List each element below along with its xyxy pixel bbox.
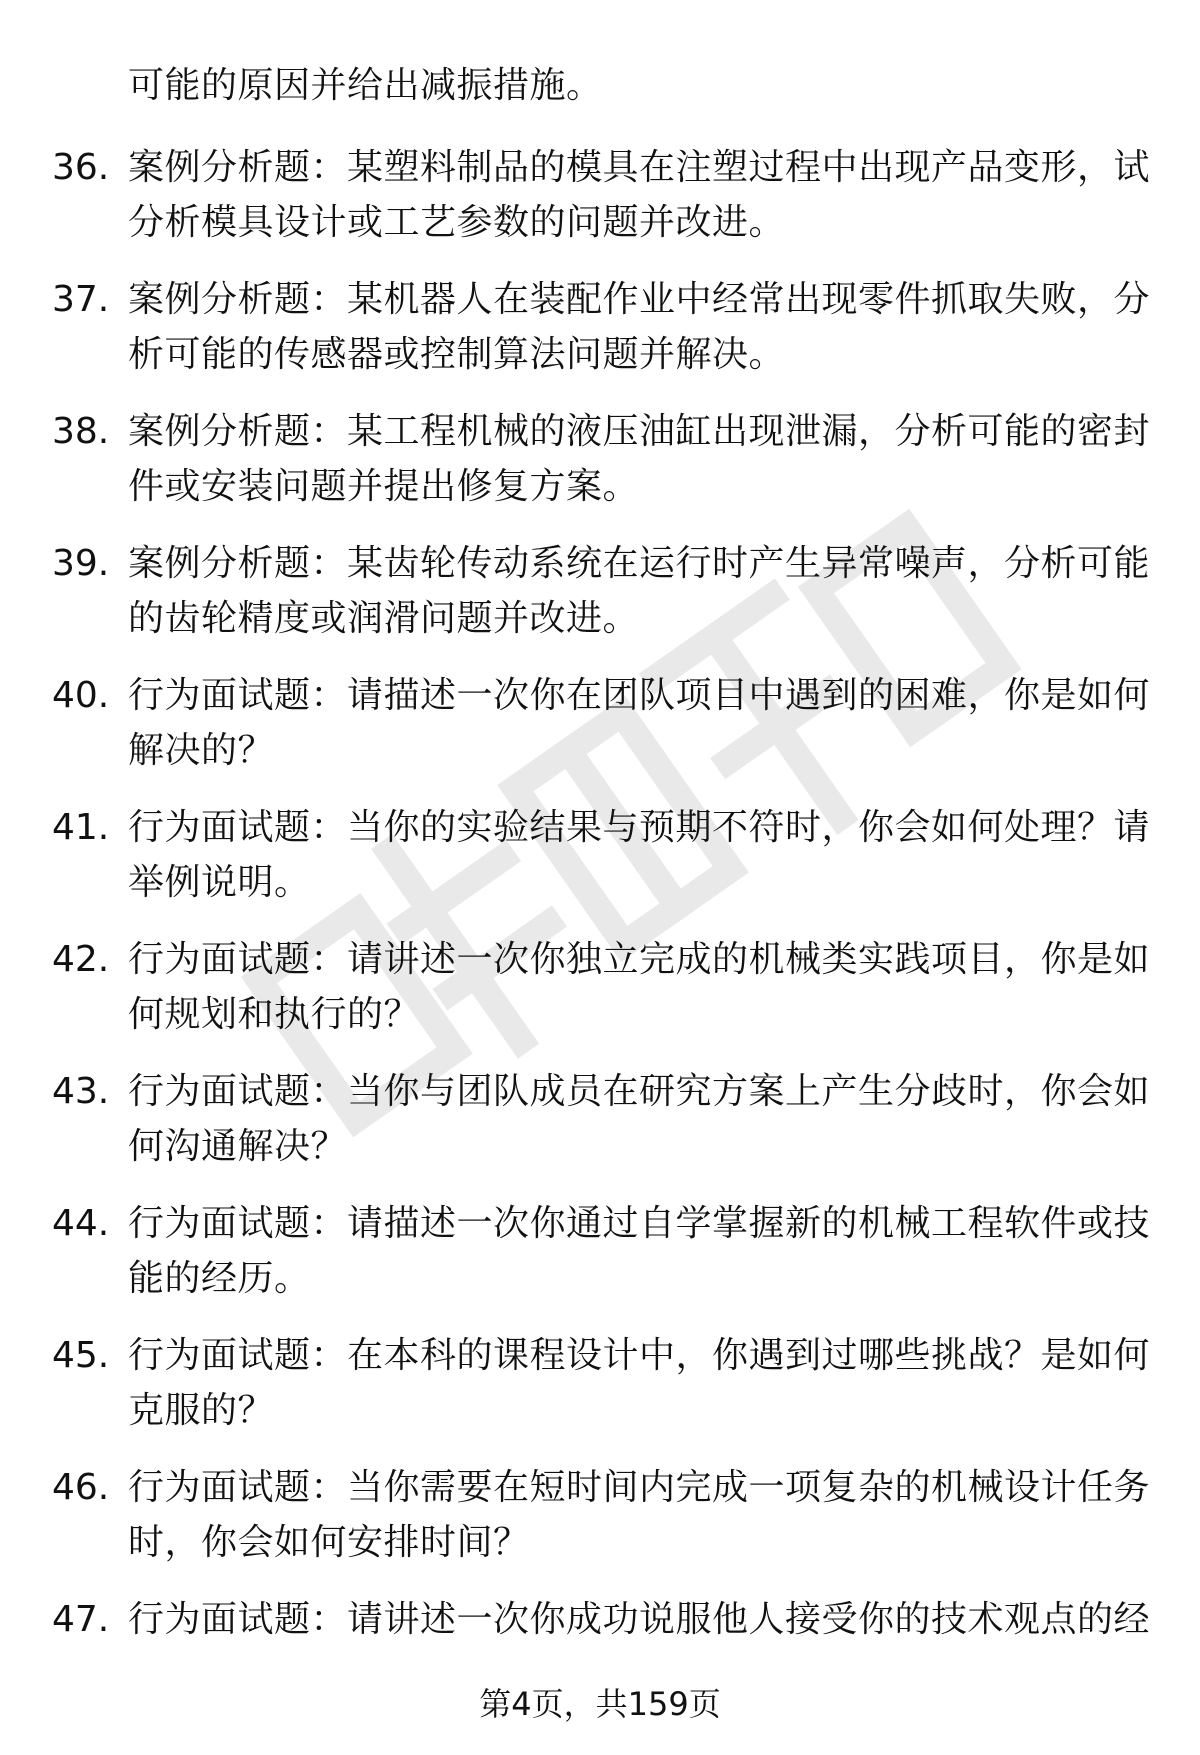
question-number: 37.: [52, 279, 110, 320]
question-text-line: 克服的？: [128, 1390, 275, 1431]
question-text: [128, 404, 1151, 514]
question-item: [0, 668, 1200, 800]
question-item: [0, 140, 1200, 272]
question-text-line: 案例分析题：某工程机械的液压油缸出现泄漏，分析可能的密封: [128, 411, 1151, 452]
question-number: 43.: [52, 1071, 110, 1112]
question-text-line: 何沟通解决？: [128, 1126, 348, 1167]
question-text: [128, 1064, 1151, 1174]
question-text: [128, 536, 1151, 646]
question-item: [0, 1064, 1200, 1196]
question-text-line: 行为面试题：请描述一次你通过自学掌握新的机械工程软件或技: [128, 1203, 1151, 1244]
question-text-line: 何规划和执行的？: [128, 994, 421, 1035]
continuation-text: 可能的原因并给出减振措施。: [128, 65, 603, 106]
question-text: [128, 1460, 1151, 1570]
question-number: 42.: [52, 939, 110, 980]
question-text-line: 分析模具设计或工艺参数的问题并改进。: [128, 202, 786, 243]
question-item: [0, 536, 1200, 668]
question-item: [0, 1328, 1200, 1460]
question-text: [128, 668, 1151, 778]
question-number: 44.: [52, 1203, 110, 1244]
question-item: [0, 272, 1200, 404]
question-text: [128, 1196, 1151, 1306]
question-text-line: 的齿轮精度或润滑问题并改进。: [128, 598, 640, 639]
question-text: [128, 1328, 1151, 1438]
question-item: [0, 1460, 1200, 1592]
question-list: [0, 140, 1200, 1724]
question-text: [128, 140, 1151, 250]
question-text-line: 行为面试题：在本科的课程设计中，你遇到过哪些挑战？是如何: [128, 1335, 1151, 1376]
question-number: 39.: [52, 543, 110, 584]
question-text-line: 行为面试题：请描述一次你在团队项目中遇到的困难，你是如何: [128, 675, 1151, 716]
question-text-line: 案例分析题：某机器人在装配作业中经常出现零件抓取失败，分: [128, 279, 1151, 320]
question-text-line: 行为面试题：当你与团队成员在研究方案上产生分歧时，你会如: [128, 1071, 1151, 1112]
question-number: 36.: [52, 147, 110, 188]
question-item: [0, 1196, 1200, 1328]
question-text-line: 时，你会如何安排时间？: [128, 1522, 530, 1563]
question-text-line: 行为面试题：请讲述一次你独立完成的机械类实践项目，你是如: [128, 939, 1151, 980]
question-text-line: 案例分析题：某塑料制品的模具在注塑过程中出现产品变形，试: [128, 147, 1151, 188]
question-text: [128, 932, 1151, 1042]
question-text-line: 行为面试题：请讲述一次你成功说服他人接受你的技术观点的经: [128, 1599, 1151, 1640]
question-number: 45.: [52, 1335, 110, 1376]
question-number: 40.: [52, 675, 110, 716]
question-text-line: 解决的？: [128, 730, 275, 771]
question-text-line: 行为面试题：当你的实验结果与预期不符时，你会如何处理？请: [128, 807, 1151, 848]
question-text-line: 能的经历。: [128, 1258, 311, 1299]
question-text: [128, 272, 1151, 382]
question-item: [0, 932, 1200, 1064]
question-item: [0, 404, 1200, 536]
question-text: [128, 1592, 1151, 1647]
question-text-line: 析可能的传感器或控制算法问题并解决。: [128, 334, 786, 375]
question-item: [0, 800, 1200, 932]
question-text-line: 件或安装问题并提出修复方案。: [128, 466, 640, 507]
question-text-line: 举例说明。: [128, 862, 311, 903]
page-footer: 第4页，共159页: [479, 1685, 721, 1723]
question-number: 41.: [52, 807, 110, 848]
question-text-line: 案例分析题：某齿轮传动系统在运行时产生异常噪声，分析可能: [128, 543, 1151, 584]
question-number: 38.: [52, 411, 110, 452]
question-text-line: 行为面试题：当你需要在短时间内完成一项复杂的机械设计任务: [128, 1467, 1151, 1508]
question-number: 47.: [52, 1599, 110, 1640]
question-text: [128, 800, 1151, 910]
question-number: 46.: [52, 1467, 110, 1508]
